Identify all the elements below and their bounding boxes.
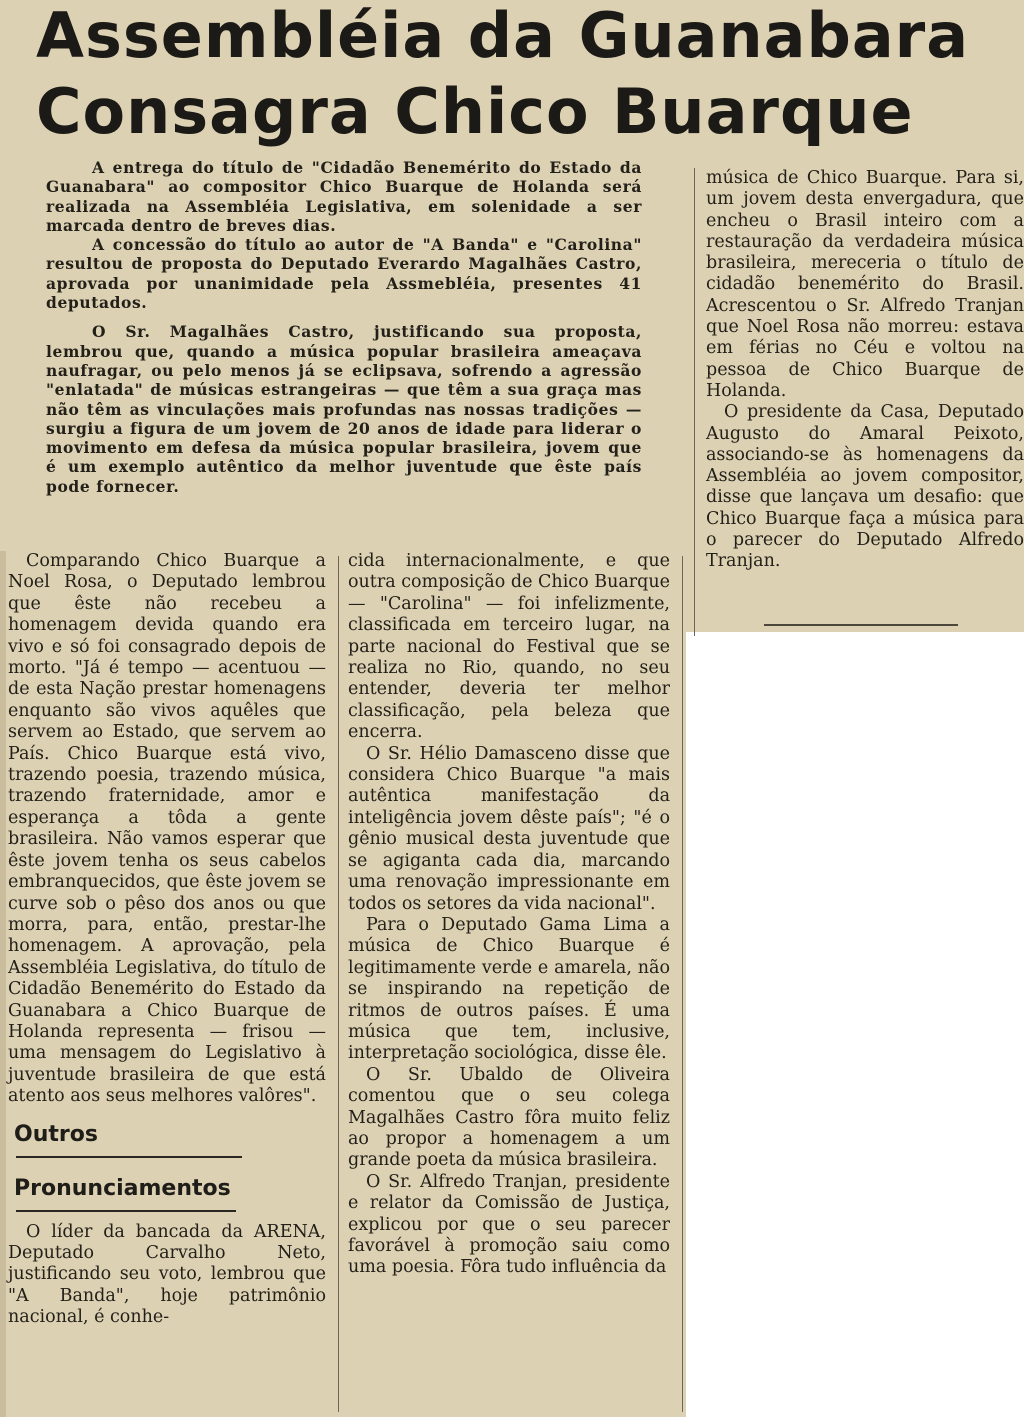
column-2-paragraph-1: cida internacionalmente, e que outra composição de Chico Buarque — "Carolina" — foi infelizmente, classificada em terceiro lugar, na parte nacional do Festival que se realiza no Rio, quando, no seu entender, deveria ter melhor classificação, pela beleza que encerra.	[348, 551, 670, 743]
blank-area	[686, 632, 1024, 1417]
headline-line-1: Assembléia da Guanabara	[36, 0, 970, 72]
subhead-outros: Outros	[14, 1121, 98, 1147]
subhead-rule	[16, 1210, 236, 1212]
column-3	[706, 168, 1024, 573]
column-2-paragraph-2: O Sr. Hélio Damasceno disse que considera Chico Buarque "a mais autêntica manifestação da inteligência jovem dêste país"; "é o gênio musical desta juventude que se agiganta cada dia, marcando uma renovação impressionante em todos os setores da vida nacional".	[348, 743, 670, 914]
column-1-paragraph-2: O líder da bancada da ARENA, Deputado Carvalho Neto, justificando seu voto, lembrou que "A Banda", hoje patrimônio nacional, é conhe-	[8, 1221, 326, 1328]
clipping-edge	[0, 551, 6, 1417]
column-divider	[694, 168, 695, 636]
intro-column	[46, 158, 642, 496]
intro-paragraph-2: A concessão do título ao autor de "A Banda" e "Carolina" resultou de proposta do Deputado Everardo Magalhães Castro, aprovada por unanimidade pela Assmebléia, presentes 41 deputados.	[46, 235, 642, 313]
subhead-pronunciamentos: Pronunciamentos	[14, 1175, 231, 1201]
intro-paragraph-3: O Sr. Magalhães Castro, justificando sua proposta, lembrou que, quando a música popular brasileira ameaçava naufragar, ou pelo menos já se eclipsava, sofrendo a agressão "enlatada" de músicas estrangeiras — que têm a sua graça mas não têm as vinculações mais profundas nas nossas tradições — surgiu a figura de um jovem de 20 anos de idade para liderar o movimento em defesa da música popular brasileira, jovem que é um exemplo autêntico da melhor juventude que êste país pode fornecer.	[46, 322, 642, 496]
column-2-paragraph-5: O Sr. Alfredo Tranjan, presidente e relator da Comissão de Justiça, explicou por que o seu parecer favorável à promoção saiu como uma poesia. Fôra tudo influência da	[348, 1171, 670, 1278]
column-divider	[682, 556, 683, 1412]
headline-line-2: Consagra Chico Buarque	[36, 75, 914, 148]
column-1-paragraph-1: Comparando Chico Buarque a Noel Rosa, o Deputado lembrou que êste não recebeu a homenagem devida quando era vivo e só foi consagrado depois de morto. "Já é tempo — acentuou — de esta Nação prestar homenagens enquanto são vivos aquêles que servem ao Estado, que servem ao País. Chico Buarque está vivo, trazendo poesia, trazendo música, trazendo fraternidade, amor e esperança a tôda a gente brasileira. Não vamos esperar que êste jovem tenha os seus cabelos embranquecidos, que êste jovem se curve sob o pêso dos anos ou que morra, para, então, prestar-lhe homenagem. A aprovação, pela Assembléia Legislativa, do título de Cidadão Benemérito do Estado da Guanabara a Chico Buarque de Holanda representa — frisou — uma mensagem do Legislativo à juventude brasileira de que está atento aos seus melhores valôres".	[8, 551, 326, 1107]
column-2	[348, 551, 670, 1279]
column-divider	[338, 556, 339, 1412]
subhead-rule	[16, 1156, 242, 1158]
intro-paragraph-1: A entrega do título de "Cidadão Benemérito do Estado da Guanabara" ao compositor Chico Buarque de Holanda será realizada na Assembléia Legislativa, em solenidade a ser marcada dentro de breves dias.	[46, 158, 642, 235]
column-1	[8, 551, 326, 1329]
column-3-paragraph-2: O presidente da Casa, Deputado Augusto do Amaral Peixoto, associando-se às homenagens da Assembléia ao jovem compositor, disse que lançava um desafio: que Chico Buarque faça a música para o parecer do Deputado Alfredo Tranjan.	[706, 402, 1024, 572]
end-rule	[764, 624, 958, 626]
column-3-paragraph-1: música de Chico Buarque. Para si, um jovem desta envergadura, que encheu o Brasil inteiro com a restauração da verdadeira música brasileira, mereceria o título de cidadão benemérito do Brasil. Acrescentou o Sr. Alfredo Tranjan que Noel Rosa não morreu: estava em férias no Céu e voltou na pessoa de Chico Buarque de Holanda.	[706, 168, 1024, 401]
column-2-paragraph-3: Para o Deputado Gama Lima a música de Chico Buarque é legitimamente verde e amarela, não se inspirando na repetição de ritmos de outros países. É uma música que tem, inclusive, interpretação sociológica, disse êle.	[348, 914, 670, 1064]
column-2-paragraph-4: O Sr. Ubaldo de Oliveira comentou que o seu colega Magalhães Castro fôra muito feliz ao propor a homenagem a um grande poeta da música brasileira.	[348, 1064, 670, 1171]
